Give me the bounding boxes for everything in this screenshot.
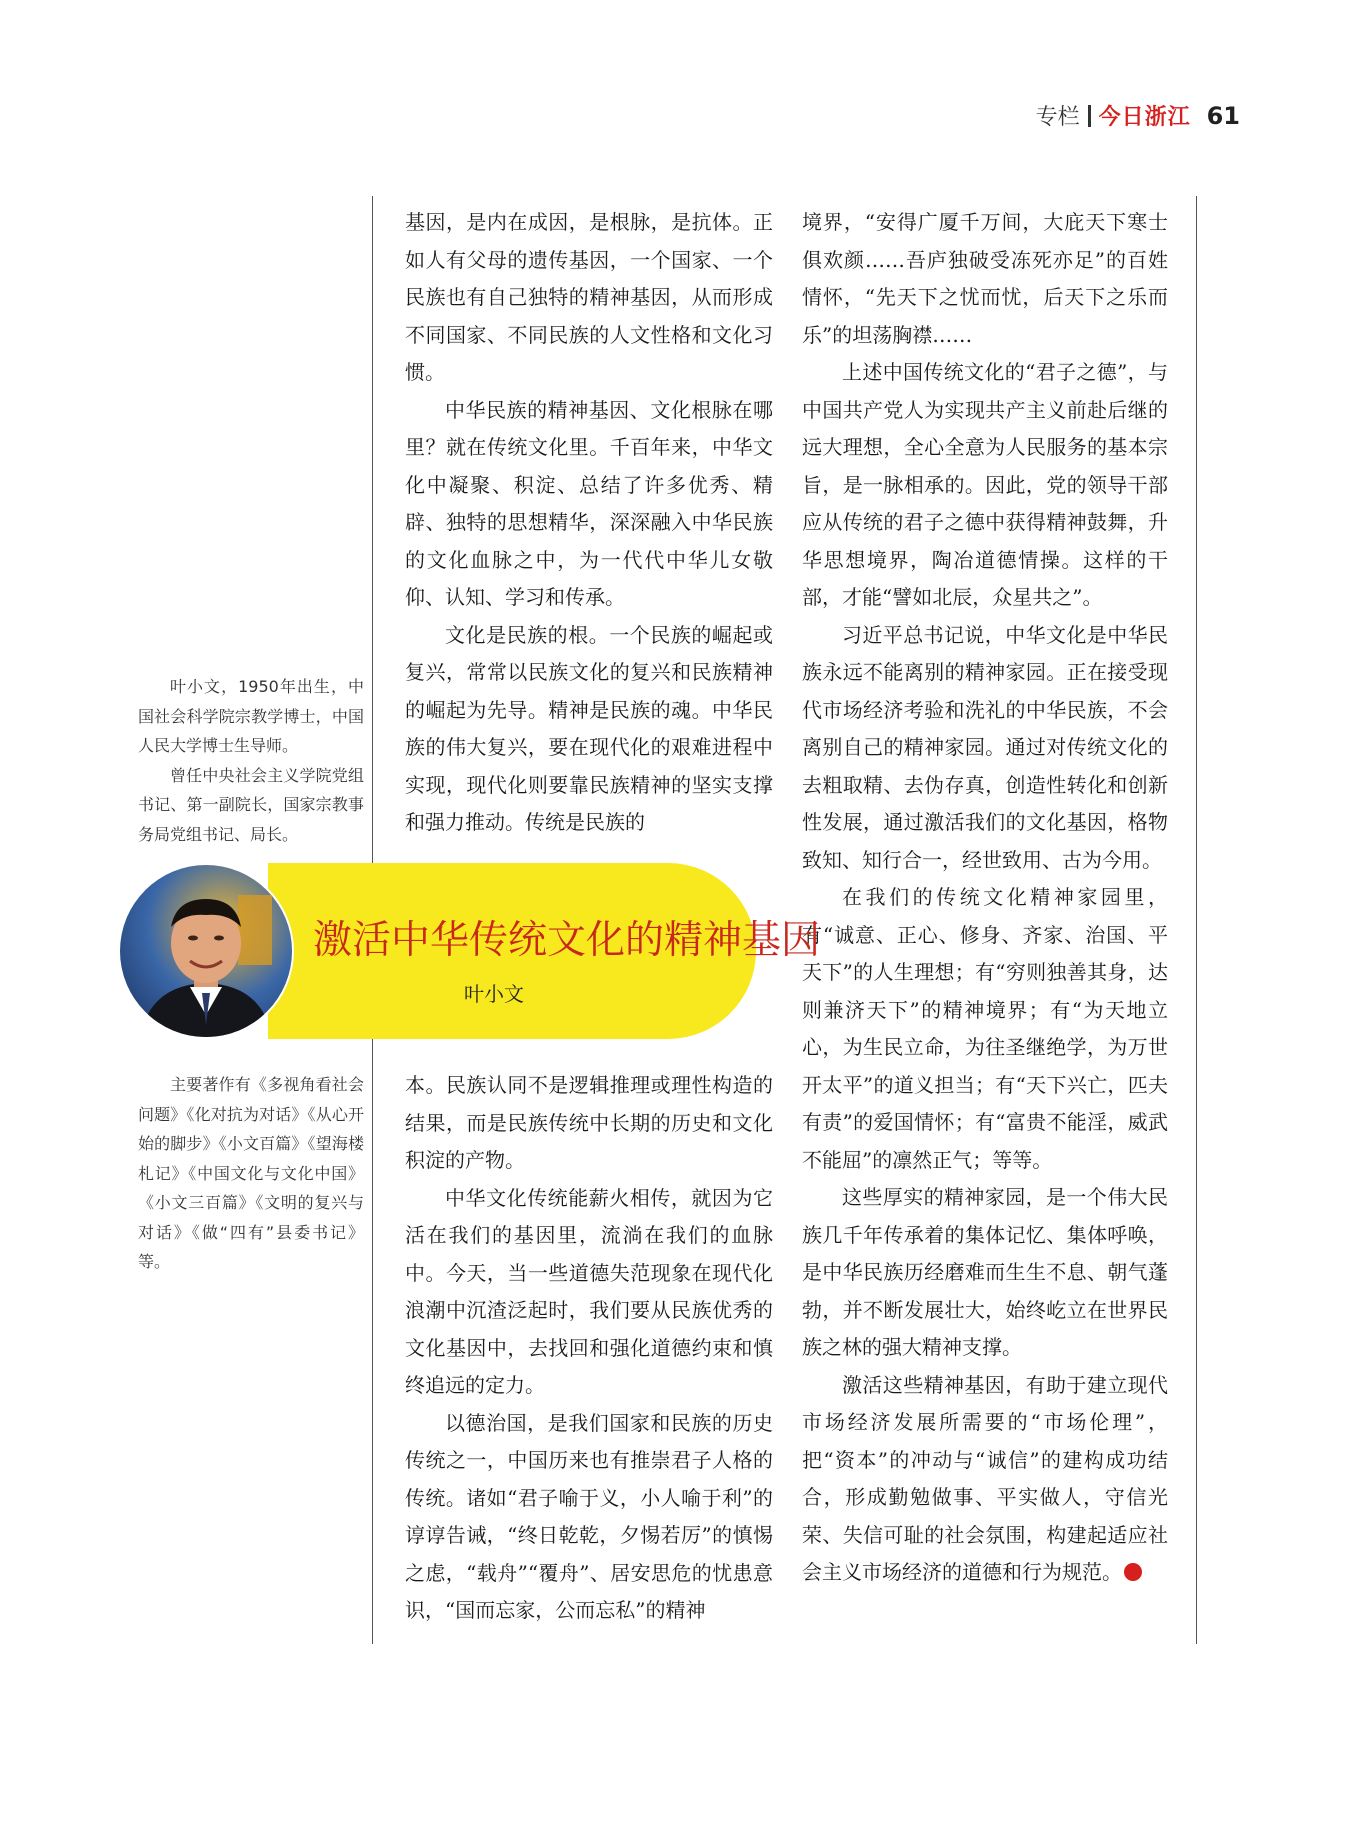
page-number: 61 [1206,101,1240,130]
article-paragraph: 基因，是内在成因，是根脉，是抗体。正如人有父母的遗传基因，一个国家、一个民族也有自己独特的精神基因，从而形成不同国家、不同民族的人文性格和文化习惯。 [405,210,773,384]
article-byline: 叶小文 [464,982,524,1006]
bio-paragraph: 曾任中央社会主义学院党组书记、第一副院长，国家宗教事务局党组书记、局长。 [138,765,364,844]
article-paragraph: 习近平总书记说，中华文化是中华民族永远不能离别的精神家园。正在接受现代市场经济考验和洗礼的中华民族，不会离别自己的精神家园。通过对传统文化的去粗取精、去伪存真，创造性转化和创新性发展，通过激活我们的文化基因，格物致知、知行合一，经世致用、古为今用。 [802,622,1168,872]
article-paragraph: 这些厚实的精神家园，是一个伟大民族几千年传承着的集体记忆、集体呼唤，是中华民族历经磨难而生生不息、朝气蓬勃，并不断发展壮大，始终屹立在世界民族之林的强大精神支撑。 [802,1185,1168,1359]
end-mark-icon [1124,1563,1142,1581]
article-paragraph: 中华文化传统能薪火相传，就因为它活在我们的基因里，流淌在我们的血脉中。今天，当一些道德失范现象在现代化浪潮中沉渣泛起时，我们要从民族优秀的文化基因中，去找回和强化道德约束和慎终追远的定力。 [405,1185,773,1397]
author-bio [138,672,364,849]
article-paragraph: 境界，“安得广厦千万间，大庇天下寒士俱欢颜……吾庐独破受冻死亦足”的百姓情怀，“先天下之忧而忧，后天下之乐而乐”的坦荡胸襟…… [802,210,1168,347]
article-paragraph: 在我们的传统文化精神家园里，有“诚意、正心、修身、齐家、治国、平天下”的人生理想；有“穷则独善其身，达则兼济天下”的精神境界；有“为天地立心，为生民立命，为往圣继绝学，为万世开太平”的道义担当；有“天下兴亡，匹夫有责”的爱国情怀；有“富贵不能淫，威武不能屈”的凛然正气；等等。 [802,885,1168,1172]
article-paragraph: 中华民族的精神基因、文化根脉在哪里？就在传统文化里。千百年来，中华文化中凝聚、积淀、总结了许多优秀、精辟、独特的思想精华，深深融入中华民族的文化血脉之中，为一代代中华儿女敬仰、认知、学习和传承。 [405,397,773,609]
article-title: 激活中华传统文化的精神基因 [313,918,821,963]
article-column-middle-bottom [405,1067,773,1630]
article-paragraph: 文化是民族的根。一个民族的崛起或复兴，常常以民族文化的复兴和民族精神的崛起为先导。精神是民族的魂。中华民族的伟大复兴，要在现代化的艰难进程中实现，现代化则要靠民族精神的坚实支撑和强力推动。传统是民族的 [405,622,773,834]
column-label: 专栏 [1035,105,1080,130]
header-divider [1088,105,1091,127]
article-paragraph: 上述中国传统文化的“君子之德”，与中国共产党人为实现共产主义前赴后继的远大理想，全心全意为人民服务的基本宗旨，是一脉相承的。因此，党的领导干部应从传统的君子之德中获得精神鼓舞，升华思想境界，陶冶道德情操。这样的干部，才能“譬如北辰，众星共之”。 [802,360,1168,609]
portrait-image [120,865,292,1037]
author-works [138,1070,364,1277]
author-portrait [120,865,292,1037]
bio-paragraph: 主要著作有《多视角看社会问题》《化对抗为对话》《从心开始的脚步》《小文百篇》《望海楼札记》《中国文化与文化中国》《小文三百篇》《文明的复兴与对话》《做“四有”县委书记》等。 [138,1075,364,1271]
bio-paragraph: 叶小文，1950年出生，中国社会科学院宗教学博士，中国人民大学博士生导师。 [138,677,364,755]
paragraph-text: 激活这些精神基因，有助于建立现代市场经济发展所需要的“市场伦理”，把“资本”的冲动与“诚信”的建构成功结合，形成勤勉做事、平实做人，守信光荣、失信可耻的社会氛围，构建起适应社会主义市场经济的道德和行为规范。 [802,1372,1168,1584]
article-column-right [802,204,1168,1592]
article-paragraph: 本。民族认同不是逻辑推理或理性构造的结果，而是民族传统中长期的历史和文化积淀的产物。 [405,1073,773,1172]
article-paragraph [802,1367,1168,1592]
article-paragraph: 以德治国，是我们国家和民族的历史传统之一，中国历来也有推崇君子人格的传统。诸如“君子喻于义，小人喻于利”的谆谆告诫，“终日乾乾，夕惕若厉”的慎惕之虑，“载舟”“覆舟”、居安思危的忧患意识，“国而忘家，公而忘私”的精神 [405,1410,773,1622]
article-column-middle-top [405,204,773,842]
page-header [1036,100,1240,131]
column-divider-right [1196,196,1197,1644]
magazine-logo: 今日浙江 [1098,105,1191,130]
